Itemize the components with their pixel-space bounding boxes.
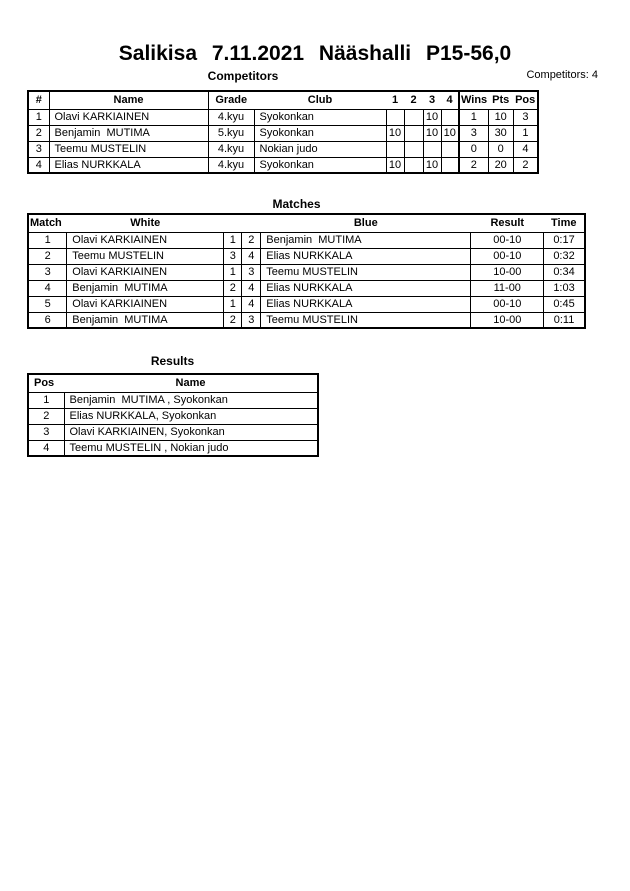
- match-num: 2: [28, 248, 67, 264]
- competitor-grade: 4.kyu: [208, 109, 254, 125]
- white-competitor-num: 1: [224, 232, 242, 248]
- result-pos: 3: [28, 424, 64, 440]
- page-title: Salikisa 7.11.2021 Nääshalli P15-56,0: [118, 42, 512, 65]
- competitor-pts: 0: [488, 141, 513, 157]
- blue-name: Teemu MUSTELIN: [261, 312, 471, 328]
- col-header-pts: Pts: [488, 91, 513, 109]
- matches-heading: Matches: [272, 197, 321, 211]
- white-name: Olavi KARKIAINEN: [67, 232, 224, 248]
- match-time: 0:11: [544, 312, 585, 328]
- competitor-pts: 30: [488, 125, 513, 141]
- competitor-pos: 2: [513, 157, 538, 173]
- col-header-wins: Wins: [459, 91, 488, 109]
- round4-score: [441, 109, 459, 125]
- round2-score: [404, 157, 423, 173]
- competitor-grade: 5.kyu: [208, 125, 254, 141]
- match-num: 4: [28, 280, 67, 296]
- round2-score: [404, 109, 423, 125]
- competitors-count: Competitors: 4: [526, 69, 598, 81]
- blue-competitor-num: 4: [242, 248, 261, 264]
- match-time: 0:17: [544, 232, 585, 248]
- competitor-num: 1: [28, 109, 49, 125]
- competitor-row: [28, 109, 538, 125]
- col-header-result: Result: [471, 214, 544, 232]
- match-num: 6: [28, 312, 67, 328]
- round3-score: [423, 141, 441, 157]
- col-header-time: Time: [544, 214, 585, 232]
- competitors-table: [27, 90, 539, 174]
- match-result: 00-10: [471, 296, 544, 312]
- competitors-header-row: [28, 91, 538, 109]
- col-header-round2: 2: [404, 91, 423, 109]
- white-competitor-num: 2: [224, 312, 242, 328]
- competitor-grade: 4.kyu: [208, 141, 254, 157]
- result-pos: 1: [28, 392, 64, 408]
- white-name: Olavi KARKIAINEN: [67, 264, 224, 280]
- round2-score: [404, 125, 423, 141]
- competitor-name: Benjamin MUTIMA: [49, 125, 208, 141]
- match-row: [28, 232, 585, 248]
- white-name: Benjamin MUTIMA: [67, 312, 224, 328]
- competitor-row: [28, 141, 538, 157]
- competitor-num: 3: [28, 141, 49, 157]
- match-row: [28, 312, 585, 328]
- col-header-round3: 3: [423, 91, 441, 109]
- round3-score: 10: [423, 157, 441, 173]
- round4-score: 10: [441, 125, 459, 141]
- match-result: 10-00: [471, 264, 544, 280]
- match-result: 00-10: [471, 248, 544, 264]
- competitor-wins: 3: [459, 125, 488, 141]
- competitor-pos: 4: [513, 141, 538, 157]
- result-pos: 2: [28, 408, 64, 424]
- col-header-round4: 4: [441, 91, 459, 109]
- blue-name: Elias NURKKALA: [261, 296, 471, 312]
- match-num: 5: [28, 296, 67, 312]
- competitor-club: Syokonkan: [254, 109, 386, 125]
- results-header-row: [28, 374, 318, 392]
- round1-score: 10: [386, 125, 404, 141]
- competitor-pos: 3: [513, 109, 538, 125]
- round3-score: 10: [423, 109, 441, 125]
- col-header-grade: Grade: [208, 91, 254, 109]
- white-competitor-num: 1: [224, 296, 242, 312]
- competitor-num: 4: [28, 157, 49, 173]
- col-header-white: White: [67, 214, 224, 232]
- competitors-heading: Competitors: [207, 69, 279, 83]
- match-result: 00-10: [471, 232, 544, 248]
- match-num: 1: [28, 232, 67, 248]
- competitor-pts: 20: [488, 157, 513, 173]
- round4-score: [441, 157, 459, 173]
- blue-competitor-num: 4: [242, 280, 261, 296]
- competitor-club: Syokonkan: [254, 125, 386, 141]
- round2-score: [404, 141, 423, 157]
- blue-name: Elias NURKKALA: [261, 280, 471, 296]
- result-name: Elias NURKKALA, Syokonkan: [64, 408, 318, 424]
- matches-header-row: [28, 214, 585, 232]
- blue-competitor-num: 2: [242, 232, 261, 248]
- match-row: [28, 264, 585, 280]
- competitor-row: [28, 157, 538, 173]
- col-header-white-num: [224, 214, 242, 232]
- white-name: Teemu MUSTELIN: [67, 248, 224, 264]
- competitor-club: Nokian judo: [254, 141, 386, 157]
- match-row: [28, 248, 585, 264]
- blue-competitor-num: 3: [242, 312, 261, 328]
- match-time: 1:03: [544, 280, 585, 296]
- competitor-grade: 4.kyu: [208, 157, 254, 173]
- round4-score: [441, 141, 459, 157]
- result-pos: 4: [28, 440, 64, 456]
- result-row: [28, 440, 318, 456]
- results-table: [27, 373, 319, 457]
- competitor-pos: 1: [513, 125, 538, 141]
- white-name: Olavi KARKIAINEN: [67, 296, 224, 312]
- match-time: 0:32: [544, 248, 585, 264]
- col-header-match: Match: [28, 214, 67, 232]
- match-result: 10-00: [471, 312, 544, 328]
- competitor-num: 2: [28, 125, 49, 141]
- white-competitor-num: 1: [224, 264, 242, 280]
- result-name: Benjamin MUTIMA , Syokonkan: [64, 392, 318, 408]
- result-row: [28, 408, 318, 424]
- blue-name: Teemu MUSTELIN: [261, 264, 471, 280]
- col-header-name: Name: [64, 374, 318, 392]
- white-competitor-num: 2: [224, 280, 242, 296]
- blue-competitor-num: 3: [242, 264, 261, 280]
- match-num: 3: [28, 264, 67, 280]
- competitor-name: Teemu MUSTELIN: [49, 141, 208, 157]
- match-row: [28, 280, 585, 296]
- match-time: 0:45: [544, 296, 585, 312]
- matches-table: [27, 213, 586, 329]
- competitor-club: Syokonkan: [254, 157, 386, 173]
- blue-name: Elias NURKKALA: [261, 248, 471, 264]
- blue-name: Benjamin MUTIMA: [261, 232, 471, 248]
- competitor-name: Elias NURKKALA: [49, 157, 208, 173]
- col-header-pos: Pos: [513, 91, 538, 109]
- result-row: [28, 424, 318, 440]
- col-header-num: #: [28, 91, 49, 109]
- col-header-round1: 1: [386, 91, 404, 109]
- competitor-wins: 2: [459, 157, 488, 173]
- col-header-pos: Pos: [28, 374, 64, 392]
- match-time: 0:34: [544, 264, 585, 280]
- competitor-row: [28, 125, 538, 141]
- match-result: 11-00: [471, 280, 544, 296]
- col-header-blue: Blue: [261, 214, 471, 232]
- result-name: Teemu MUSTELIN , Nokian judo: [64, 440, 318, 456]
- blue-competitor-num: 4: [242, 296, 261, 312]
- round1-score: 10: [386, 157, 404, 173]
- result-row: [28, 392, 318, 408]
- match-row: [28, 296, 585, 312]
- competitor-pts: 10: [488, 109, 513, 125]
- round1-score: [386, 109, 404, 125]
- col-header-name: Name: [49, 91, 208, 109]
- white-competitor-num: 3: [224, 248, 242, 264]
- white-name: Benjamin MUTIMA: [67, 280, 224, 296]
- competitor-wins: 0: [459, 141, 488, 157]
- competitor-name: Olavi KARKIAINEN: [49, 109, 208, 125]
- results-heading: Results: [150, 354, 195, 368]
- col-header-blue-num: [242, 214, 261, 232]
- round3-score: 10: [423, 125, 441, 141]
- col-header-club: Club: [254, 91, 386, 109]
- result-name: Olavi KARKIAINEN, Syokonkan: [64, 424, 318, 440]
- round1-score: [386, 141, 404, 157]
- competitor-wins: 1: [459, 109, 488, 125]
